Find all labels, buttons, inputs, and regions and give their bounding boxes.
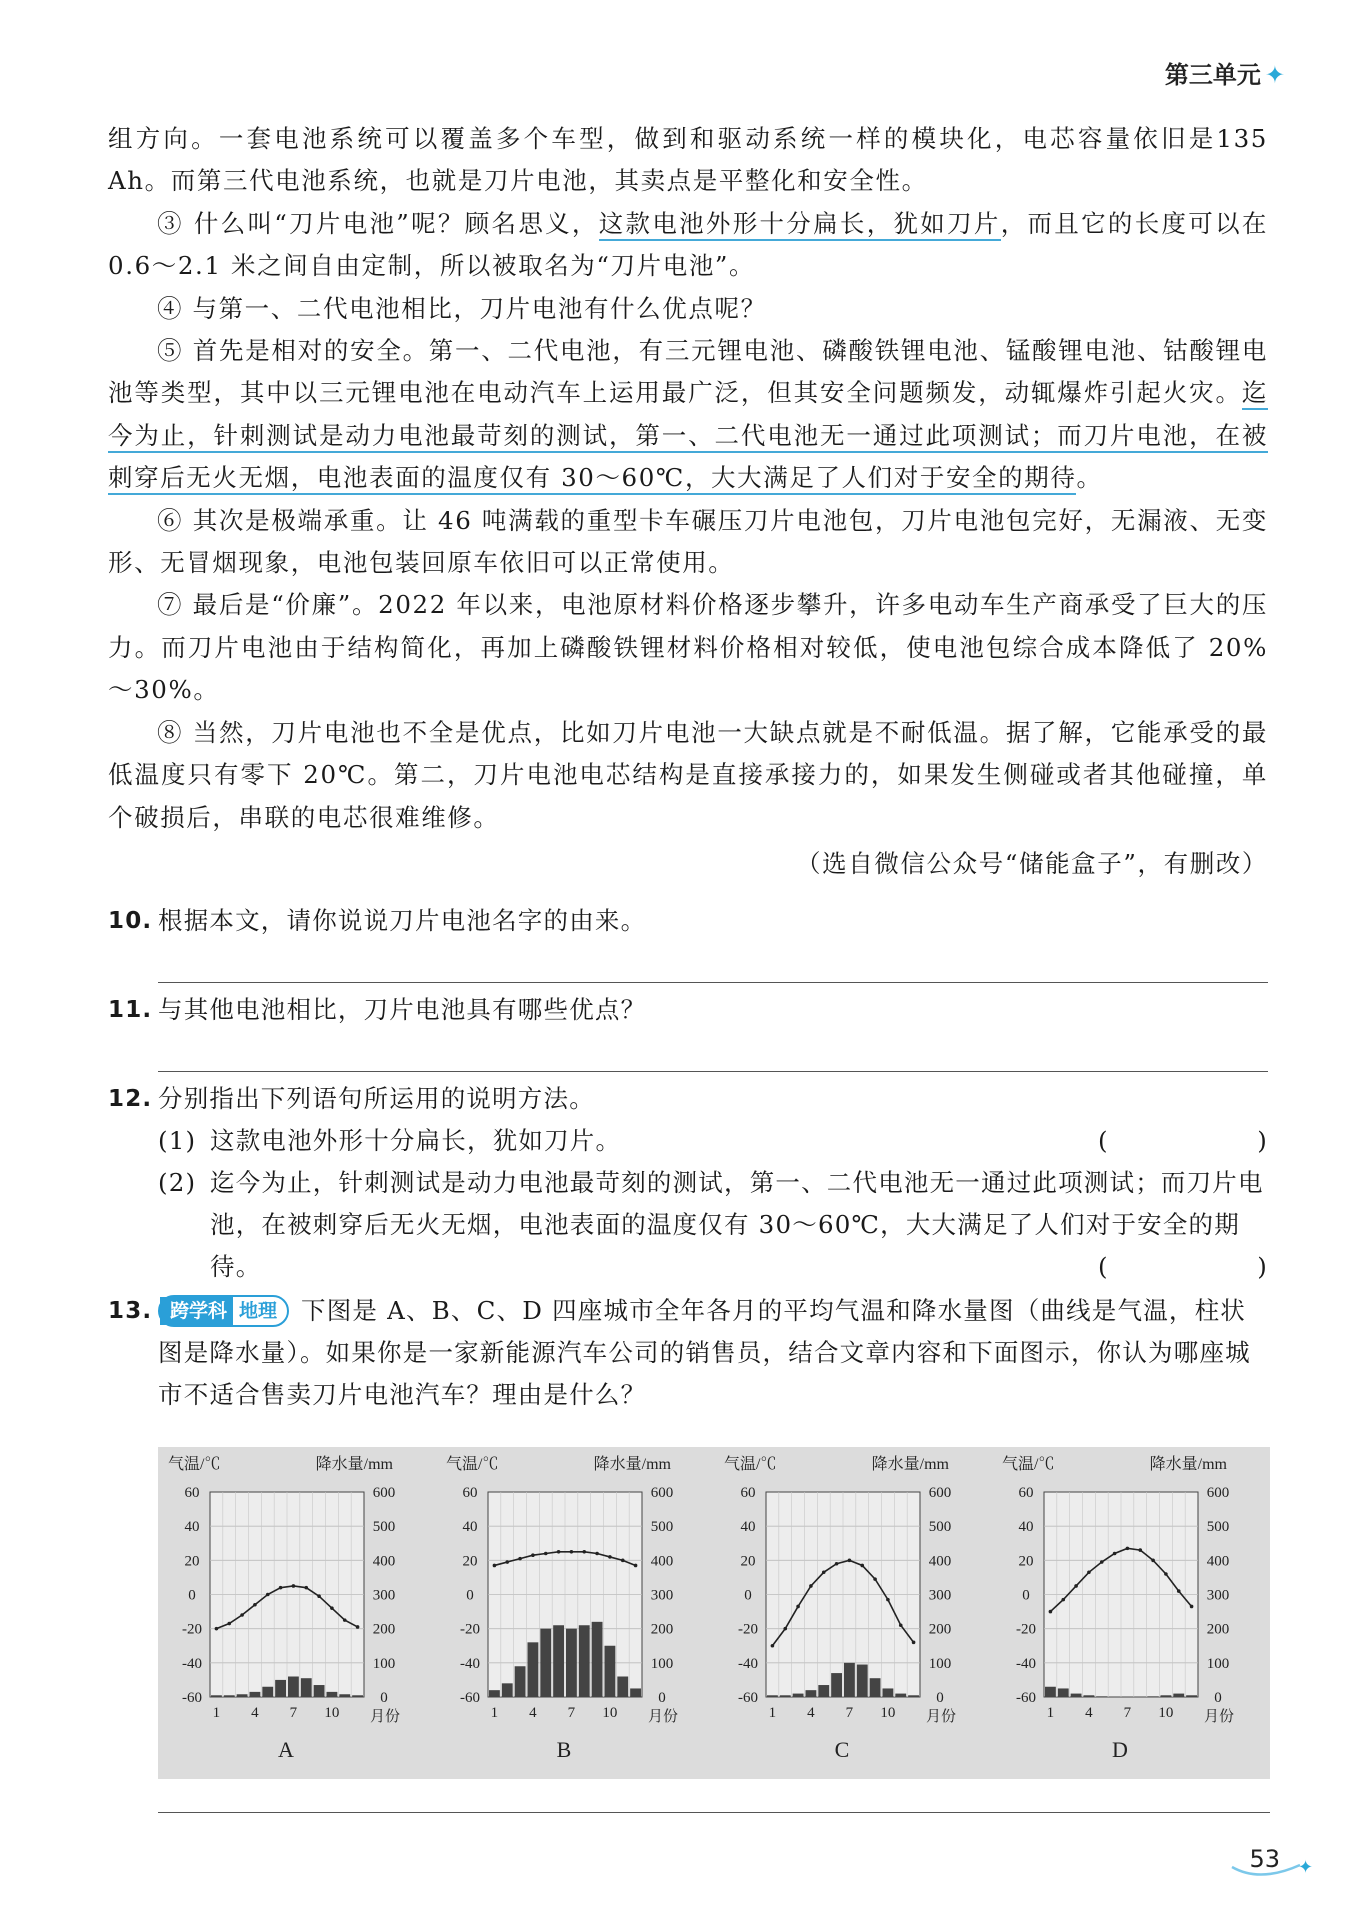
precip-bar	[844, 1663, 855, 1697]
precip-bar	[275, 1680, 286, 1697]
month-tick-label: 10	[880, 1705, 896, 1721]
precip-bar	[327, 1692, 338, 1697]
precip-tick-label: 600	[650, 1485, 674, 1501]
precip-bar	[211, 1695, 222, 1697]
precip-bar	[831, 1673, 842, 1697]
item-text: 迄今为止，针刺测试是动力电池最苛刻的测试，第一、二代电池无一通过此项测试；而刀片电池，在被刺穿后无火无烟，电池表面的温度仅有 30～60℃，大大满足了人们对于安全的期待。	[210, 1168, 1264, 1281]
temp-point	[343, 1618, 347, 1622]
temp-axis-label: 气温/℃	[168, 1456, 221, 1473]
temp-point	[317, 1594, 321, 1598]
precip-bar	[1084, 1695, 1095, 1697]
chart-label: B	[556, 1737, 572, 1762]
temp-point	[873, 1577, 877, 1581]
temp-point	[848, 1559, 852, 1563]
cross-subject-tag	[158, 1295, 289, 1327]
temp-point	[253, 1603, 257, 1607]
paragraph-continuation: 组方向。一套电池系统可以覆盖多个车型，做到和驱动系统一样的模块化，电芯容量依旧是135 Ah。而第三代电池系统，也就是刀片电池，其卖点是平整化和安全性。	[108, 124, 1268, 196]
precip-bar	[250, 1692, 261, 1697]
precip-bar	[502, 1683, 513, 1697]
month-axis-label: 月份	[369, 1709, 400, 1725]
temp-tick-label: 60	[462, 1485, 478, 1501]
precip-tick-label: 200	[1206, 1621, 1230, 1638]
temp-point	[1138, 1548, 1142, 1552]
precip-bar	[237, 1694, 248, 1697]
precip-bar	[605, 1646, 616, 1697]
chart-label: A	[278, 1737, 294, 1762]
climate-chart-d	[992, 1447, 1270, 1779]
tag-geography: 地理	[239, 1300, 278, 1322]
temp-tick-label: -60	[738, 1690, 758, 1706]
temp-point	[912, 1641, 916, 1645]
temp-point	[292, 1584, 296, 1588]
temp-point	[557, 1550, 561, 1554]
temp-tick-label: 20	[1018, 1553, 1034, 1570]
temp-point	[621, 1559, 625, 1563]
answer-blank-2[interactable]: ( )	[1098, 1252, 1268, 1281]
temp-point	[771, 1644, 775, 1648]
temp-point	[1177, 1589, 1181, 1593]
precip-tick-label: 0	[936, 1690, 944, 1706]
month-tick-label: 10	[1158, 1705, 1174, 1721]
paragraph-7: ⑦ 最后是“价廉”。2022 年以来，电池原材料价格逐步攀升，许多电动车生产商承受了巨大的压力。而刀片电池由于结构简化，再加上磷酸铁锂材料价格相对较低，使电池包综合成本降低了 20%～30%。	[108, 590, 1268, 705]
precip-tick-label: 0	[658, 1690, 666, 1706]
precip-bar	[352, 1695, 363, 1697]
temp-point	[1113, 1552, 1117, 1556]
article-text	[108, 118, 1268, 885]
precip-tick-label: 400	[372, 1553, 396, 1570]
item-text: 这款电池外形十分扁长，犹如刀片。	[210, 1126, 622, 1155]
precip-bar	[793, 1694, 804, 1697]
precip-bar	[1071, 1694, 1082, 1697]
paragraph-6: ⑥ 其次是极端承重。让 46 吨满载的重型卡车碾压刀片电池包，刀片电池包完好，无漏液、无变形、无冒烟现象，电池包装回原车依旧可以正常使用。	[108, 505, 1268, 578]
temp-point	[570, 1550, 574, 1554]
precip-bar	[895, 1694, 906, 1697]
questions-section	[108, 900, 1268, 1416]
month-tick-label: 4	[807, 1705, 815, 1721]
temp-tick-label: 20	[740, 1553, 756, 1570]
question-number: 10.	[108, 908, 153, 934]
temp-tick-label: -40	[1016, 1655, 1036, 1672]
month-axis-label: 月份	[1203, 1709, 1234, 1725]
temp-point	[493, 1564, 497, 1568]
precip-bar	[224, 1695, 235, 1697]
temp-tick-label: -20	[1016, 1621, 1036, 1638]
temp-point	[822, 1570, 826, 1574]
article-source: （选自微信公众号“储能盒子”，有删改）	[796, 848, 1268, 878]
month-axis-label: 月份	[925, 1709, 956, 1725]
temp-point	[518, 1557, 522, 1561]
chart-label: D	[1112, 1737, 1128, 1762]
precip-bar	[1058, 1688, 1069, 1697]
temp-tick-label: 40	[740, 1519, 756, 1536]
precip-tick-label: 300	[372, 1587, 396, 1604]
precip-bar	[515, 1666, 526, 1697]
temp-tick-label: 0	[1022, 1587, 1030, 1604]
precip-tick-label: 500	[1206, 1519, 1230, 1536]
question-12	[108, 1078, 1268, 1120]
answer-line-13[interactable]	[158, 1812, 1270, 1813]
svg-text:✦: ✦	[1298, 1857, 1314, 1878]
temp-tick-label: -20	[182, 1621, 202, 1638]
temp-tick-label: 20	[184, 1553, 200, 1570]
precip-bar	[592, 1622, 603, 1697]
chart-label: C	[834, 1737, 850, 1762]
precip-tick-label: 200	[372, 1621, 396, 1638]
paragraph-4: ④ 与第一、二代电池相比，刀片电池有什么优点呢？	[157, 293, 767, 323]
paragraph-8: ⑧ 当然，刀片电池也不全是优点，比如刀片电池一大缺点就是不耐低温。据了解，它能承受的最低温度只有零下 20℃。第二，刀片电池电芯结构是直接承接力的，如果发生侧碰或者其他碰撞，单个破损后，串联的电芯很难维修。	[108, 717, 1268, 832]
precip-bar	[870, 1678, 881, 1697]
temp-tick-label: -60	[182, 1690, 202, 1706]
temp-point	[1049, 1610, 1053, 1614]
precip-bar	[780, 1695, 791, 1697]
temp-axis-label: 气温/℃	[446, 1456, 499, 1473]
month-tick-label: 7	[1123, 1705, 1132, 1721]
precip-bar	[339, 1694, 350, 1697]
month-tick-label: 10	[324, 1705, 340, 1721]
temp-point	[1126, 1547, 1130, 1551]
climate-chart-c	[714, 1447, 992, 1779]
precip-tick-label: 500	[650, 1519, 674, 1536]
precip-bar	[540, 1629, 551, 1697]
temp-point	[227, 1622, 231, 1626]
temp-axis-label: 气温/℃	[1002, 1456, 1055, 1473]
temp-point	[240, 1613, 244, 1617]
question-text: 与其他电池相比，刀片电池具有哪些优点？	[158, 995, 647, 1024]
precip-bar	[314, 1685, 325, 1697]
temp-tick-label: -20	[738, 1621, 758, 1638]
temp-point	[215, 1627, 219, 1631]
precip-bar	[1161, 1695, 1172, 1697]
precip-tick-label: 200	[650, 1621, 674, 1638]
precip-tick-label: 100	[928, 1655, 952, 1672]
precip-tick-label: 300	[650, 1587, 674, 1604]
precip-axis-label: 降水量/mm	[315, 1456, 393, 1473]
question-13	[108, 1290, 1268, 1416]
month-tick-label: 1	[1046, 1705, 1055, 1721]
precip-tick-label: 500	[372, 1519, 396, 1536]
precip-bar	[617, 1677, 628, 1698]
precip-tick-label: 400	[928, 1553, 952, 1570]
temp-axis-label: 气温/℃	[724, 1456, 777, 1473]
temp-tick-label: 40	[184, 1519, 200, 1536]
question-number: 12.	[108, 1086, 153, 1112]
temp-point	[860, 1564, 864, 1568]
precip-bar	[806, 1690, 817, 1697]
temp-point	[899, 1623, 903, 1627]
temp-tick-label: 60	[1018, 1485, 1034, 1501]
precip-bar	[1096, 1696, 1107, 1697]
temp-point	[1074, 1584, 1078, 1588]
month-tick-label: 1	[212, 1705, 221, 1721]
page-number: 53	[1249, 1845, 1280, 1873]
temp-point	[608, 1555, 612, 1559]
month-tick-label: 1	[768, 1705, 777, 1721]
precip-bar	[489, 1690, 500, 1697]
question-11	[108, 989, 1268, 1031]
temp-point	[1087, 1570, 1091, 1574]
climate-chart-b	[436, 1447, 714, 1779]
temp-point	[582, 1550, 586, 1554]
precip-tick-label: 400	[1206, 1553, 1230, 1570]
paragraph-5: ⑤ 首先是相对的安全。第一、二代电池，有三元锂电池、磷酸铁锂电池、锰酸锂电池、钴酸锂电池等类型，其中以三元锂电池在电动汽车上运用最广泛，但其安全问题频发，动辄爆炸引起火灾。迄今为止，针刺测试是动力电池最苛刻的测试，第一、二代电池无一通过此项测试；而刀片电池，在被刺穿后无火无烟，电池表面的温度仅有 30～60℃，大大满足了人们对于安全的期待。	[108, 330, 1268, 500]
temp-point	[1190, 1605, 1194, 1609]
temp-tick-label: -60	[1016, 1690, 1036, 1706]
question-text: 根据本文，请你说说刀片电池名字的由来。	[158, 906, 647, 935]
item-number: (1)	[158, 1126, 197, 1155]
month-tick-label: 4	[529, 1705, 537, 1721]
answer-line-11[interactable]	[158, 1071, 1268, 1072]
month-tick-label: 4	[1085, 1705, 1093, 1721]
precip-tick-label: 200	[928, 1621, 952, 1638]
unit-header	[1165, 55, 1285, 90]
tag-cross-subject: 跨学科	[160, 1297, 233, 1325]
month-tick-label: 10	[602, 1705, 618, 1721]
question-text: 下图是 A、B、C、D 四座城市全年各月的平均气温和降水量图（曲线是气温，柱状图是降水量）。如果你是一家新能源汽车公司的销售员，结合文章内容和下面图示，你认为哪座城市不适合售卖刀片电池汽车？理由是什么？	[158, 1296, 1251, 1409]
precip-bar	[857, 1665, 868, 1697]
temp-point	[783, 1627, 787, 1631]
temp-tick-label: 60	[184, 1485, 200, 1501]
precip-tick-label: 100	[372, 1655, 396, 1672]
temp-point	[356, 1625, 360, 1629]
precip-bar	[1045, 1687, 1056, 1697]
precip-tick-label: 100	[650, 1655, 674, 1672]
question-12-item-1	[108, 1120, 1268, 1162]
temp-point	[634, 1564, 638, 1568]
temp-tick-label: -40	[182, 1655, 202, 1672]
climate-charts	[158, 1447, 1270, 1779]
temp-point	[809, 1584, 813, 1588]
temp-point	[1061, 1598, 1065, 1602]
underlined-sentence-2: 迄今为止，针刺测试是动力电池最苛刻的测试，第一、二代电池无一通过此项测试；而刀片电池，在被刺穿后无火无烟，电池表面的温度仅有 30～60℃，大大满足了人们对于安全的期待	[108, 378, 1268, 495]
temp-point	[531, 1553, 535, 1557]
precip-tick-label: 600	[1206, 1485, 1230, 1501]
temp-tick-label: 40	[1018, 1519, 1034, 1536]
star-icon: ✦	[1264, 61, 1285, 89]
question-number: 13.	[108, 1298, 153, 1324]
precip-bar	[630, 1688, 641, 1697]
climate-chart-a	[158, 1447, 436, 1779]
item-number: (2)	[158, 1168, 197, 1197]
temp-point	[505, 1560, 509, 1564]
precip-bar	[1173, 1694, 1184, 1697]
question-12-item-2	[108, 1162, 1268, 1288]
precip-tick-label: 100	[1206, 1655, 1230, 1672]
precip-bar	[566, 1629, 577, 1697]
temp-tick-label: -40	[460, 1655, 480, 1672]
question-10	[108, 900, 1268, 942]
precip-tick-label: 500	[928, 1519, 952, 1536]
precip-tick-label: 0	[380, 1690, 388, 1706]
precip-tick-label: 300	[928, 1587, 952, 1604]
temp-point	[279, 1586, 283, 1590]
temp-tick-label: -20	[460, 1621, 480, 1638]
temp-tick-label: 40	[462, 1519, 478, 1536]
temp-tick-label: 20	[462, 1553, 478, 1570]
precip-bar	[528, 1642, 539, 1697]
temp-tick-label: 0	[744, 1587, 752, 1604]
temp-tick-label: 0	[466, 1587, 474, 1604]
precip-bar	[1148, 1696, 1159, 1697]
question-text: 分别指出下列语句所运用的说明方法。	[158, 1084, 595, 1113]
precip-bar	[883, 1688, 894, 1697]
temp-point	[796, 1605, 800, 1609]
swoosh-icon	[1230, 1853, 1314, 1881]
precip-bar	[288, 1677, 299, 1698]
paragraph-3: ③ 什么叫“刀片电池”呢？顾名思义，这款电池外形十分扁长，犹如刀片，而且它的长度可以在 0.6～2.1 米之间自由定制，所以被取名为“刀片电池”。	[108, 208, 1268, 281]
temp-point	[544, 1552, 548, 1556]
precip-axis-label: 降水量/mm	[1149, 1456, 1227, 1473]
precip-tick-label: 600	[928, 1485, 952, 1501]
temp-point	[266, 1593, 270, 1597]
temp-point	[1164, 1572, 1168, 1576]
precip-tick-label: 300	[1206, 1587, 1230, 1604]
precip-bar	[553, 1625, 564, 1697]
month-tick-label: 7	[567, 1705, 576, 1721]
precip-bar	[908, 1695, 919, 1697]
month-tick-label: 4	[251, 1705, 259, 1721]
precip-tick-label: 0	[1214, 1690, 1222, 1706]
precip-axis-label: 降水量/mm	[871, 1456, 949, 1473]
temp-point	[595, 1552, 599, 1556]
precip-bar	[767, 1695, 778, 1697]
precip-bar	[818, 1685, 829, 1697]
temp-point	[835, 1562, 839, 1566]
temp-tick-label: 60	[740, 1485, 756, 1501]
temp-tick-label: -60	[460, 1690, 480, 1706]
precip-bar	[1186, 1695, 1197, 1697]
month-tick-label: 7	[845, 1705, 854, 1721]
answer-blank-1[interactable]: ( )	[1098, 1126, 1268, 1155]
precip-bar	[262, 1687, 273, 1697]
temp-point	[1151, 1559, 1155, 1563]
answer-line-10[interactable]	[158, 982, 1268, 983]
precip-axis-label: 降水量/mm	[593, 1456, 671, 1473]
temp-point	[330, 1606, 334, 1610]
temp-point	[1100, 1560, 1104, 1564]
unit-title: 第三单元	[1164, 61, 1261, 89]
month-axis-label: 月份	[647, 1709, 678, 1725]
precip-tick-label: 400	[650, 1553, 674, 1570]
temp-tick-label: -40	[738, 1655, 758, 1672]
temp-tick-label: 0	[188, 1587, 196, 1604]
precip-bar	[579, 1625, 590, 1697]
question-number: 11.	[108, 997, 153, 1023]
month-tick-label: 7	[289, 1705, 298, 1721]
underlined-sentence-1: 这款电池外形十分扁长，犹如刀片	[599, 209, 1001, 241]
precip-bar	[301, 1678, 312, 1697]
precip-tick-label: 600	[372, 1485, 396, 1501]
month-tick-label: 1	[490, 1705, 499, 1721]
temp-point	[886, 1598, 890, 1602]
temp-point	[304, 1586, 308, 1590]
